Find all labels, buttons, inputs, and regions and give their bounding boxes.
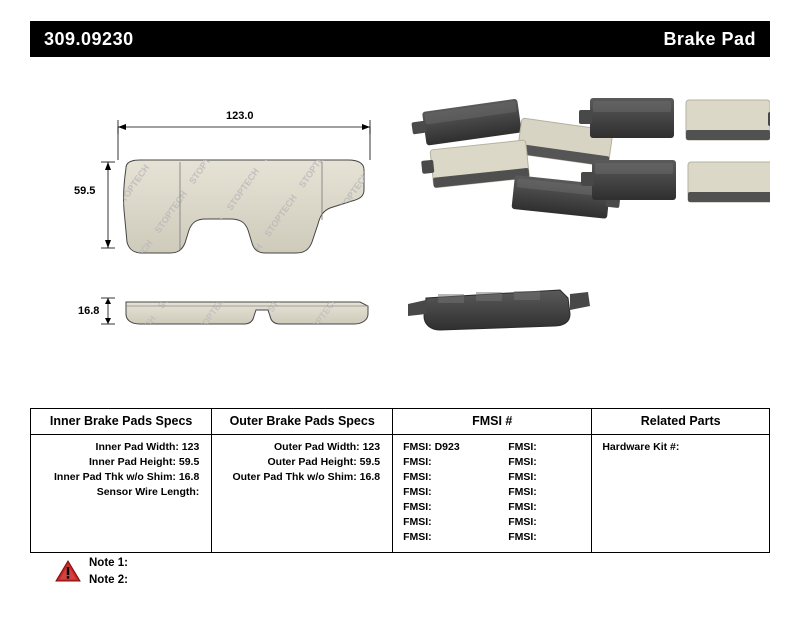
warning-triangle-icon <box>55 559 81 583</box>
specs-table <box>30 408 770 553</box>
note-1: Note 1: <box>89 557 128 569</box>
header-bar <box>30 21 770 57</box>
fmsi-entry: FMSI: <box>403 470 432 483</box>
outer-pad-width: Outer Pad Width: 123 <box>274 440 381 453</box>
fmsi-column-left <box>399 439 480 544</box>
drawing-area <box>30 70 770 380</box>
column-header-fmsi: FMSI # <box>393 409 592 435</box>
fmsi-cell <box>393 435 592 553</box>
notes-section <box>55 556 128 590</box>
dimension-width-label: 123.0 <box>226 110 254 122</box>
fmsi-entry: FMSI: <box>508 455 537 468</box>
outer-pad-thickness: Outer Pad Thk w/o Shim: 16.8 <box>232 470 381 483</box>
sensor-wire-length: Sensor Wire Length: <box>96 485 200 498</box>
part-number: 309.09230 <box>44 28 134 49</box>
inner-pad-thickness: Inner Pad Thk w/o Shim: 16.8 <box>54 470 200 483</box>
fmsi-entry: FMSI: <box>403 515 432 528</box>
fmsi-entry: FMSI: <box>403 485 432 498</box>
fmsi-entry: FMSI: <box>508 515 537 528</box>
inner-pad-width: Inner Pad Width: 123 <box>95 440 200 453</box>
fmsi-entry: FMSI: <box>508 485 537 498</box>
inner-pad-height: Inner Pad Height: 59.5 <box>89 455 200 468</box>
fmsi-entry: FMSI: <box>403 530 432 543</box>
outer-pad-height: Outer Pad Height: 59.5 <box>267 455 381 468</box>
dimension-height-label: 59.5 <box>74 185 96 197</box>
table-header-row <box>31 409 769 435</box>
fmsi-entry: FMSI: D923 <box>403 440 460 453</box>
fmsi-entry: FMSI: <box>508 440 537 453</box>
fmsi-entry: FMSI: <box>403 500 432 513</box>
related-parts-cell <box>592 435 769 553</box>
technical-drawing <box>30 70 770 380</box>
fmsi-column-right <box>480 439 585 544</box>
page-title: Brake Pad <box>663 28 756 49</box>
fmsi-entry: FMSI: <box>403 455 432 468</box>
table-body-row <box>31 435 769 553</box>
inner-specs-cell <box>31 435 212 553</box>
outer-specs-cell <box>212 435 393 553</box>
dimension-thickness-label: 16.8 <box>78 305 100 317</box>
hardware-kit-number: Hardware Kit #: <box>602 440 680 453</box>
note-2: Note 2: <box>89 574 128 586</box>
column-header-inner-specs: Inner Brake Pads Specs <box>31 409 212 435</box>
fmsi-entry: FMSI: <box>508 470 537 483</box>
fmsi-entry: FMSI: <box>508 500 537 513</box>
column-header-outer-specs: Outer Brake Pads Specs <box>212 409 393 435</box>
column-header-related-parts: Related Parts <box>592 409 769 435</box>
fmsi-entry: FMSI: <box>508 530 537 543</box>
